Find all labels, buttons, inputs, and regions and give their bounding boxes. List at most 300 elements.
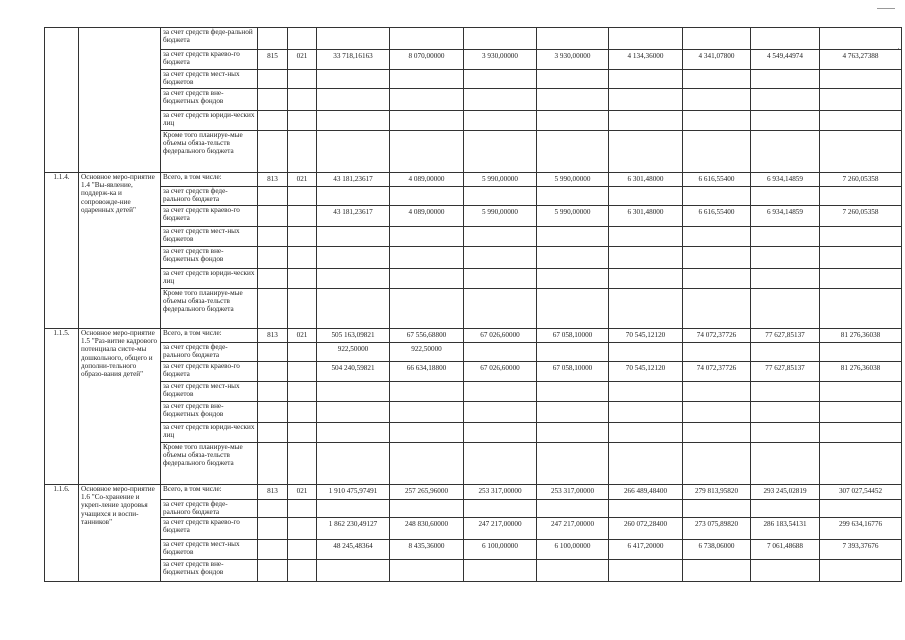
cell-y2017: 70 545,12120 [609, 362, 683, 382]
cell-total [317, 131, 390, 173]
cell-number: 1.1.4. [45, 173, 79, 329]
cell-total [317, 70, 390, 89]
cell-total [317, 443, 390, 485]
cell-y2020: 307 027,54452 [820, 485, 902, 500]
cell-y2014 [390, 423, 464, 443]
cell-y2019 [751, 28, 820, 50]
cell-number [45, 28, 79, 173]
cell-y2014 [390, 500, 464, 518]
cell-total: 922,50000 [317, 343, 390, 362]
cell-y2016: 6 100,00000 [537, 540, 609, 560]
cell-y2020 [820, 247, 902, 269]
cell-y2018 [683, 500, 751, 518]
cell-rzpr [288, 247, 317, 269]
cell-funding-source: за счет средств краево-го бюджета [161, 206, 258, 227]
cell-y2014: 66 634,18800 [390, 362, 464, 382]
cell-total [317, 289, 390, 329]
cell-grbs [258, 518, 288, 540]
cell-event-name: Основное меро-приятие 1.6 "Со-хранение и укреп-ление здоровья учащихся и воспи-танников" [79, 485, 161, 582]
table-row [45, 329, 902, 343]
cell-rzpr [288, 131, 317, 173]
cell-y2020 [820, 227, 902, 247]
cell-funding-source: за счет средств вне-бюджетных фондов [161, 247, 258, 269]
cell-grbs [258, 343, 288, 362]
cell-y2018: 6 616,55400 [683, 173, 751, 187]
cell-y2018: 4 341,07800 [683, 50, 751, 70]
cell-y2015 [464, 111, 537, 131]
cell-y2020 [820, 28, 902, 50]
table-row [45, 131, 902, 173]
cell-grbs [258, 131, 288, 173]
cell-y2017: 6 301,48000 [609, 206, 683, 227]
cell-rzpr [288, 423, 317, 443]
cell-y2020 [820, 443, 902, 485]
cell-y2014 [390, 187, 464, 206]
cell-y2016 [537, 402, 609, 423]
cell-y2019 [751, 500, 820, 518]
cell-total [317, 111, 390, 131]
cell-y2018 [683, 187, 751, 206]
cell-y2019 [751, 131, 820, 173]
cell-y2014: 4 089,00000 [390, 206, 464, 227]
cell-y2016: 5 990,00000 [537, 206, 609, 227]
cell-grbs [258, 269, 288, 289]
table-row [45, 423, 902, 443]
cell-y2018: 6 738,06000 [683, 540, 751, 560]
cell-y2016 [537, 443, 609, 485]
table-row [45, 50, 902, 70]
table-row [45, 227, 902, 247]
cell-y2015 [464, 423, 537, 443]
cell-y2014 [390, 70, 464, 89]
cell-y2018: 279 813,95820 [683, 485, 751, 500]
cell-y2020 [820, 289, 902, 329]
table-row [45, 206, 902, 227]
cell-y2015: 5 990,00000 [464, 173, 537, 187]
cell-y2017 [609, 111, 683, 131]
cell-total: 33 718,16163 [317, 50, 390, 70]
cell-y2016: 247 217,00000 [537, 518, 609, 540]
cell-funding-source: за счет средств краево-го бюджета [161, 362, 258, 382]
cell-y2016 [537, 89, 609, 111]
cell-y2019 [751, 560, 820, 582]
cell-y2018 [683, 131, 751, 173]
cell-funding-source: за счет средств мест-ных бюджетов [161, 540, 258, 560]
cell-y2020 [820, 89, 902, 111]
cell-total [317, 500, 390, 518]
table-row [45, 500, 902, 518]
cell-y2015 [464, 89, 537, 111]
cell-total: 504 240,59821 [317, 362, 390, 382]
cell-y2017 [609, 560, 683, 582]
cell-grbs [258, 560, 288, 582]
cell-rzpr: 021 [288, 329, 317, 343]
cell-y2015 [464, 402, 537, 423]
cell-y2018: 74 072,37726 [683, 329, 751, 343]
cell-y2014 [390, 289, 464, 329]
cell-y2019: 6 934,14859 [751, 173, 820, 187]
cell-y2020: 7 260,05358 [820, 173, 902, 187]
cell-y2017: 4 134,36000 [609, 50, 683, 70]
table-row [45, 443, 902, 485]
cell-funding-source: за счет средств краево-го бюджета [161, 518, 258, 540]
cell-rzpr [288, 70, 317, 89]
cell-y2020 [820, 131, 902, 173]
cell-y2016: 67 058,10000 [537, 329, 609, 343]
table-row [45, 540, 902, 560]
cell-y2018 [683, 560, 751, 582]
cell-y2016 [537, 423, 609, 443]
cell-y2014 [390, 89, 464, 111]
cell-funding-source: за счет средств юриди-ческих лиц [161, 423, 258, 443]
cell-funding-source: за счет средств мест-ных бюджетов [161, 70, 258, 89]
cell-rzpr [288, 518, 317, 540]
cell-y2018 [683, 247, 751, 269]
table-row [45, 343, 902, 362]
cell-grbs [258, 500, 288, 518]
cell-y2017 [609, 131, 683, 173]
cell-rzpr [288, 289, 317, 329]
cell-y2014: 67 556,68800 [390, 329, 464, 343]
cell-grbs [258, 402, 288, 423]
cell-y2014 [390, 560, 464, 582]
cell-funding-source: Всего, в том числе: [161, 485, 258, 500]
table-row [45, 269, 902, 289]
budget-table [44, 27, 902, 582]
cell-y2015: 3 930,00000 [464, 50, 537, 70]
cell-y2017 [609, 227, 683, 247]
cell-funding-source: за счет средств феде-ральной бюджета [161, 28, 258, 50]
cell-y2018 [683, 443, 751, 485]
cell-y2016 [537, 111, 609, 131]
cell-grbs [258, 362, 288, 382]
cell-funding-source: за счет средств феде-рального бюджета [161, 343, 258, 362]
cell-y2019 [751, 382, 820, 402]
table-row [45, 485, 902, 500]
table-row [45, 173, 902, 187]
cell-grbs [258, 206, 288, 227]
cell-funding-source: за счет средств вне-бюджетных фондов [161, 560, 258, 582]
cell-y2017: 6 301,48000 [609, 173, 683, 187]
cell-event-name: Основное меро-приятие 1.4 "Вы-явление, поддерж-ка и сопровожде-ние одаренных детей" [79, 173, 161, 329]
cell-total [317, 187, 390, 206]
cell-total: 1 862 230,49127 [317, 518, 390, 540]
cell-y2014 [390, 443, 464, 485]
cell-rzpr: 021 [288, 50, 317, 70]
cell-y2020 [820, 343, 902, 362]
cell-total [317, 560, 390, 582]
cell-grbs [258, 227, 288, 247]
cell-total: 43 181,23617 [317, 206, 390, 227]
cell-grbs [258, 247, 288, 269]
table-row [45, 289, 902, 329]
cell-number: 1.1.6. [45, 485, 79, 582]
cell-y2015 [464, 187, 537, 206]
cell-y2016: 253 317,00000 [537, 485, 609, 500]
cell-y2017 [609, 187, 683, 206]
cell-rzpr [288, 227, 317, 247]
cell-total: 505 163,09821 [317, 329, 390, 343]
cell-y2020: 81 276,36038 [820, 329, 902, 343]
cell-rzpr: 021 [288, 173, 317, 187]
cell-y2019: 4 549,44974 [751, 50, 820, 70]
cell-rzpr [288, 206, 317, 227]
table-row [45, 382, 902, 402]
cell-grbs [258, 111, 288, 131]
cell-grbs [258, 540, 288, 560]
cell-y2015 [464, 289, 537, 329]
cell-y2014: 8 435,36000 [390, 540, 464, 560]
cell-y2017: 260 072,28400 [609, 518, 683, 540]
cell-y2014 [390, 227, 464, 247]
cell-y2017 [609, 289, 683, 329]
cell-grbs: 813 [258, 485, 288, 500]
cell-funding-source: за счет средств феде-рального бюджета [161, 500, 258, 518]
cell-y2015 [464, 28, 537, 50]
cell-rzpr [288, 187, 317, 206]
cell-y2019 [751, 187, 820, 206]
cell-y2018 [683, 343, 751, 362]
cell-rzpr [288, 111, 317, 131]
cell-y2015 [464, 131, 537, 173]
cell-y2017 [609, 247, 683, 269]
cell-grbs: 815 [258, 50, 288, 70]
cell-funding-source: за счет средств вне-бюджетных фондов [161, 89, 258, 111]
cell-y2019: 6 934,14859 [751, 206, 820, 227]
cell-y2020 [820, 500, 902, 518]
cell-y2018 [683, 111, 751, 131]
cell-rzpr [288, 343, 317, 362]
cell-y2015 [464, 247, 537, 269]
cell-y2020 [820, 70, 902, 89]
cell-y2016 [537, 187, 609, 206]
cell-rzpr [288, 362, 317, 382]
cell-total [317, 423, 390, 443]
cell-rzpr [288, 89, 317, 111]
cell-y2020 [820, 382, 902, 402]
cell-y2018: 273 075,89820 [683, 518, 751, 540]
cell-y2017: 266 489,48400 [609, 485, 683, 500]
cell-y2015: 67 026,60000 [464, 362, 537, 382]
cell-rzpr: 021 [288, 485, 317, 500]
cell-y2020: 81 276,36038 [820, 362, 902, 382]
cell-total: 1 910 475,97491 [317, 485, 390, 500]
cell-y2015 [464, 70, 537, 89]
cell-y2017 [609, 500, 683, 518]
cell-y2019 [751, 70, 820, 89]
cell-y2016 [537, 289, 609, 329]
cell-total [317, 247, 390, 269]
cell-y2020 [820, 402, 902, 423]
cell-funding-source: за счет средств мест-ных бюджетов [161, 227, 258, 247]
cell-funding-source: Кроме того планируе-мые объемы обяза-тельств федерального бюджета [161, 131, 258, 173]
table-row [45, 518, 902, 540]
cell-y2018 [683, 227, 751, 247]
cell-y2018 [683, 89, 751, 111]
cell-y2014 [390, 247, 464, 269]
cell-funding-source: Кроме того планируе-мые объемы обяза-тельств федерального бюджета [161, 289, 258, 329]
cell-funding-source: за счет средств юриди-ческих лиц [161, 269, 258, 289]
cell-y2017 [609, 269, 683, 289]
cell-rzpr [288, 269, 317, 289]
cell-y2018 [683, 28, 751, 50]
table-row [45, 28, 902, 50]
cell-grbs [258, 423, 288, 443]
cell-rzpr [288, 28, 317, 50]
cell-y2019: 293 245,02819 [751, 485, 820, 500]
cell-y2019 [751, 343, 820, 362]
cell-y2017 [609, 70, 683, 89]
cell-y2014: 922,50000 [390, 343, 464, 362]
cell-y2016: 5 990,00000 [537, 173, 609, 187]
cell-funding-source: за счет средств феде-рального бюджета [161, 187, 258, 206]
cell-y2014: 4 089,00000 [390, 173, 464, 187]
cell-y2019 [751, 111, 820, 131]
cell-total [317, 227, 390, 247]
cell-y2015 [464, 227, 537, 247]
table-row [45, 560, 902, 582]
cell-total: 48 245,48364 [317, 540, 390, 560]
cell-y2019 [751, 89, 820, 111]
cell-grbs [258, 187, 288, 206]
table-row [45, 402, 902, 423]
cell-y2015: 253 317,00000 [464, 485, 537, 500]
cell-y2015 [464, 269, 537, 289]
cell-y2016 [537, 269, 609, 289]
cell-y2019 [751, 269, 820, 289]
cell-y2019 [751, 247, 820, 269]
cell-grbs [258, 70, 288, 89]
cell-y2017 [609, 402, 683, 423]
cell-y2016 [537, 70, 609, 89]
cell-y2016: 3 930,00000 [537, 50, 609, 70]
cell-y2014 [390, 269, 464, 289]
cell-y2015 [464, 382, 537, 402]
cell-grbs: 813 [258, 173, 288, 187]
cell-y2019 [751, 423, 820, 443]
cell-y2014 [390, 402, 464, 423]
cell-y2019 [751, 289, 820, 329]
cell-rzpr [288, 560, 317, 582]
cell-total [317, 402, 390, 423]
table-row [45, 111, 902, 131]
cell-y2016 [537, 560, 609, 582]
table-row [45, 89, 902, 111]
cell-y2016 [537, 382, 609, 402]
cell-y2020: 7 393,37676 [820, 540, 902, 560]
cell-y2016 [537, 131, 609, 173]
cell-total [317, 89, 390, 111]
cell-grbs [258, 28, 288, 50]
cell-y2020: 4 763,27388 [820, 50, 902, 70]
cell-total: 43 181,23617 [317, 173, 390, 187]
cell-y2016 [537, 28, 609, 50]
cell-grbs [258, 382, 288, 402]
cell-y2014 [390, 111, 464, 131]
cell-y2017 [609, 423, 683, 443]
page-corner-mark [877, 8, 895, 9]
table-row [45, 187, 902, 206]
cell-number: 1.1.5. [45, 329, 79, 485]
cell-grbs [258, 289, 288, 329]
table-row [45, 70, 902, 89]
cell-y2020: 299 634,16776 [820, 518, 902, 540]
cell-funding-source: за счет средств вне-бюджетных фондов [161, 402, 258, 423]
cell-y2014: 248 830,60000 [390, 518, 464, 540]
cell-y2018 [683, 70, 751, 89]
cell-y2014: 8 070,00000 [390, 50, 464, 70]
cell-y2017 [609, 382, 683, 402]
cell-y2017: 6 417,20000 [609, 540, 683, 560]
cell-y2015: 6 100,00000 [464, 540, 537, 560]
cell-rzpr [288, 540, 317, 560]
cell-y2019: 77 627,85137 [751, 329, 820, 343]
cell-y2016 [537, 343, 609, 362]
cell-y2018 [683, 402, 751, 423]
cell-funding-source: за счет средств юриди-ческих лиц [161, 111, 258, 131]
cell-funding-source: за счет средств краево-го бюджета [161, 50, 258, 70]
cell-y2017 [609, 28, 683, 50]
cell-y2016 [537, 227, 609, 247]
cell-y2018: 74 072,37726 [683, 362, 751, 382]
cell-y2018 [683, 289, 751, 329]
cell-y2018 [683, 423, 751, 443]
cell-y2014 [390, 382, 464, 402]
cell-y2020 [820, 269, 902, 289]
cell-y2015 [464, 560, 537, 582]
cell-event-name [79, 28, 161, 173]
cell-y2019 [751, 402, 820, 423]
cell-y2017 [609, 89, 683, 111]
cell-y2017 [609, 443, 683, 485]
cell-y2016 [537, 247, 609, 269]
table-row [45, 362, 902, 382]
cell-y2015: 247 217,00000 [464, 518, 537, 540]
cell-y2014 [390, 28, 464, 50]
cell-y2018 [683, 382, 751, 402]
cell-y2018: 6 616,55400 [683, 206, 751, 227]
cell-grbs [258, 443, 288, 485]
cell-y2016: 67 058,10000 [537, 362, 609, 382]
cell-total [317, 269, 390, 289]
cell-rzpr [288, 382, 317, 402]
cell-y2015: 67 026,60000 [464, 329, 537, 343]
cell-y2014: 257 265,96000 [390, 485, 464, 500]
cell-y2020 [820, 187, 902, 206]
cell-y2019: 77 627,85137 [751, 362, 820, 382]
cell-y2019 [751, 227, 820, 247]
cell-y2017: 70 545,12120 [609, 329, 683, 343]
cell-y2019 [751, 443, 820, 485]
cell-funding-source: Всего, в том числе: [161, 173, 258, 187]
cell-rzpr [288, 402, 317, 423]
cell-funding-source: Кроме того планируе-мые объемы обяза-тельств федерального бюджета [161, 443, 258, 485]
cell-y2017 [609, 343, 683, 362]
cell-funding-source: Всего, в том числе: [161, 329, 258, 343]
cell-y2018 [683, 269, 751, 289]
cell-event-name: Основное меро-приятие 1.5 "Раз-витие кадрового потенциала систе-мы дошкольного, общего и дополни-тельного образо-вания детей" [79, 329, 161, 485]
cell-y2019: 286 183,54131 [751, 518, 820, 540]
cell-rzpr [288, 443, 317, 485]
table-row [45, 247, 902, 269]
cell-grbs [258, 89, 288, 111]
cell-rzpr [288, 500, 317, 518]
cell-y2020 [820, 423, 902, 443]
cell-total [317, 382, 390, 402]
cell-y2015 [464, 500, 537, 518]
cell-total [317, 28, 390, 50]
cell-y2016 [537, 500, 609, 518]
